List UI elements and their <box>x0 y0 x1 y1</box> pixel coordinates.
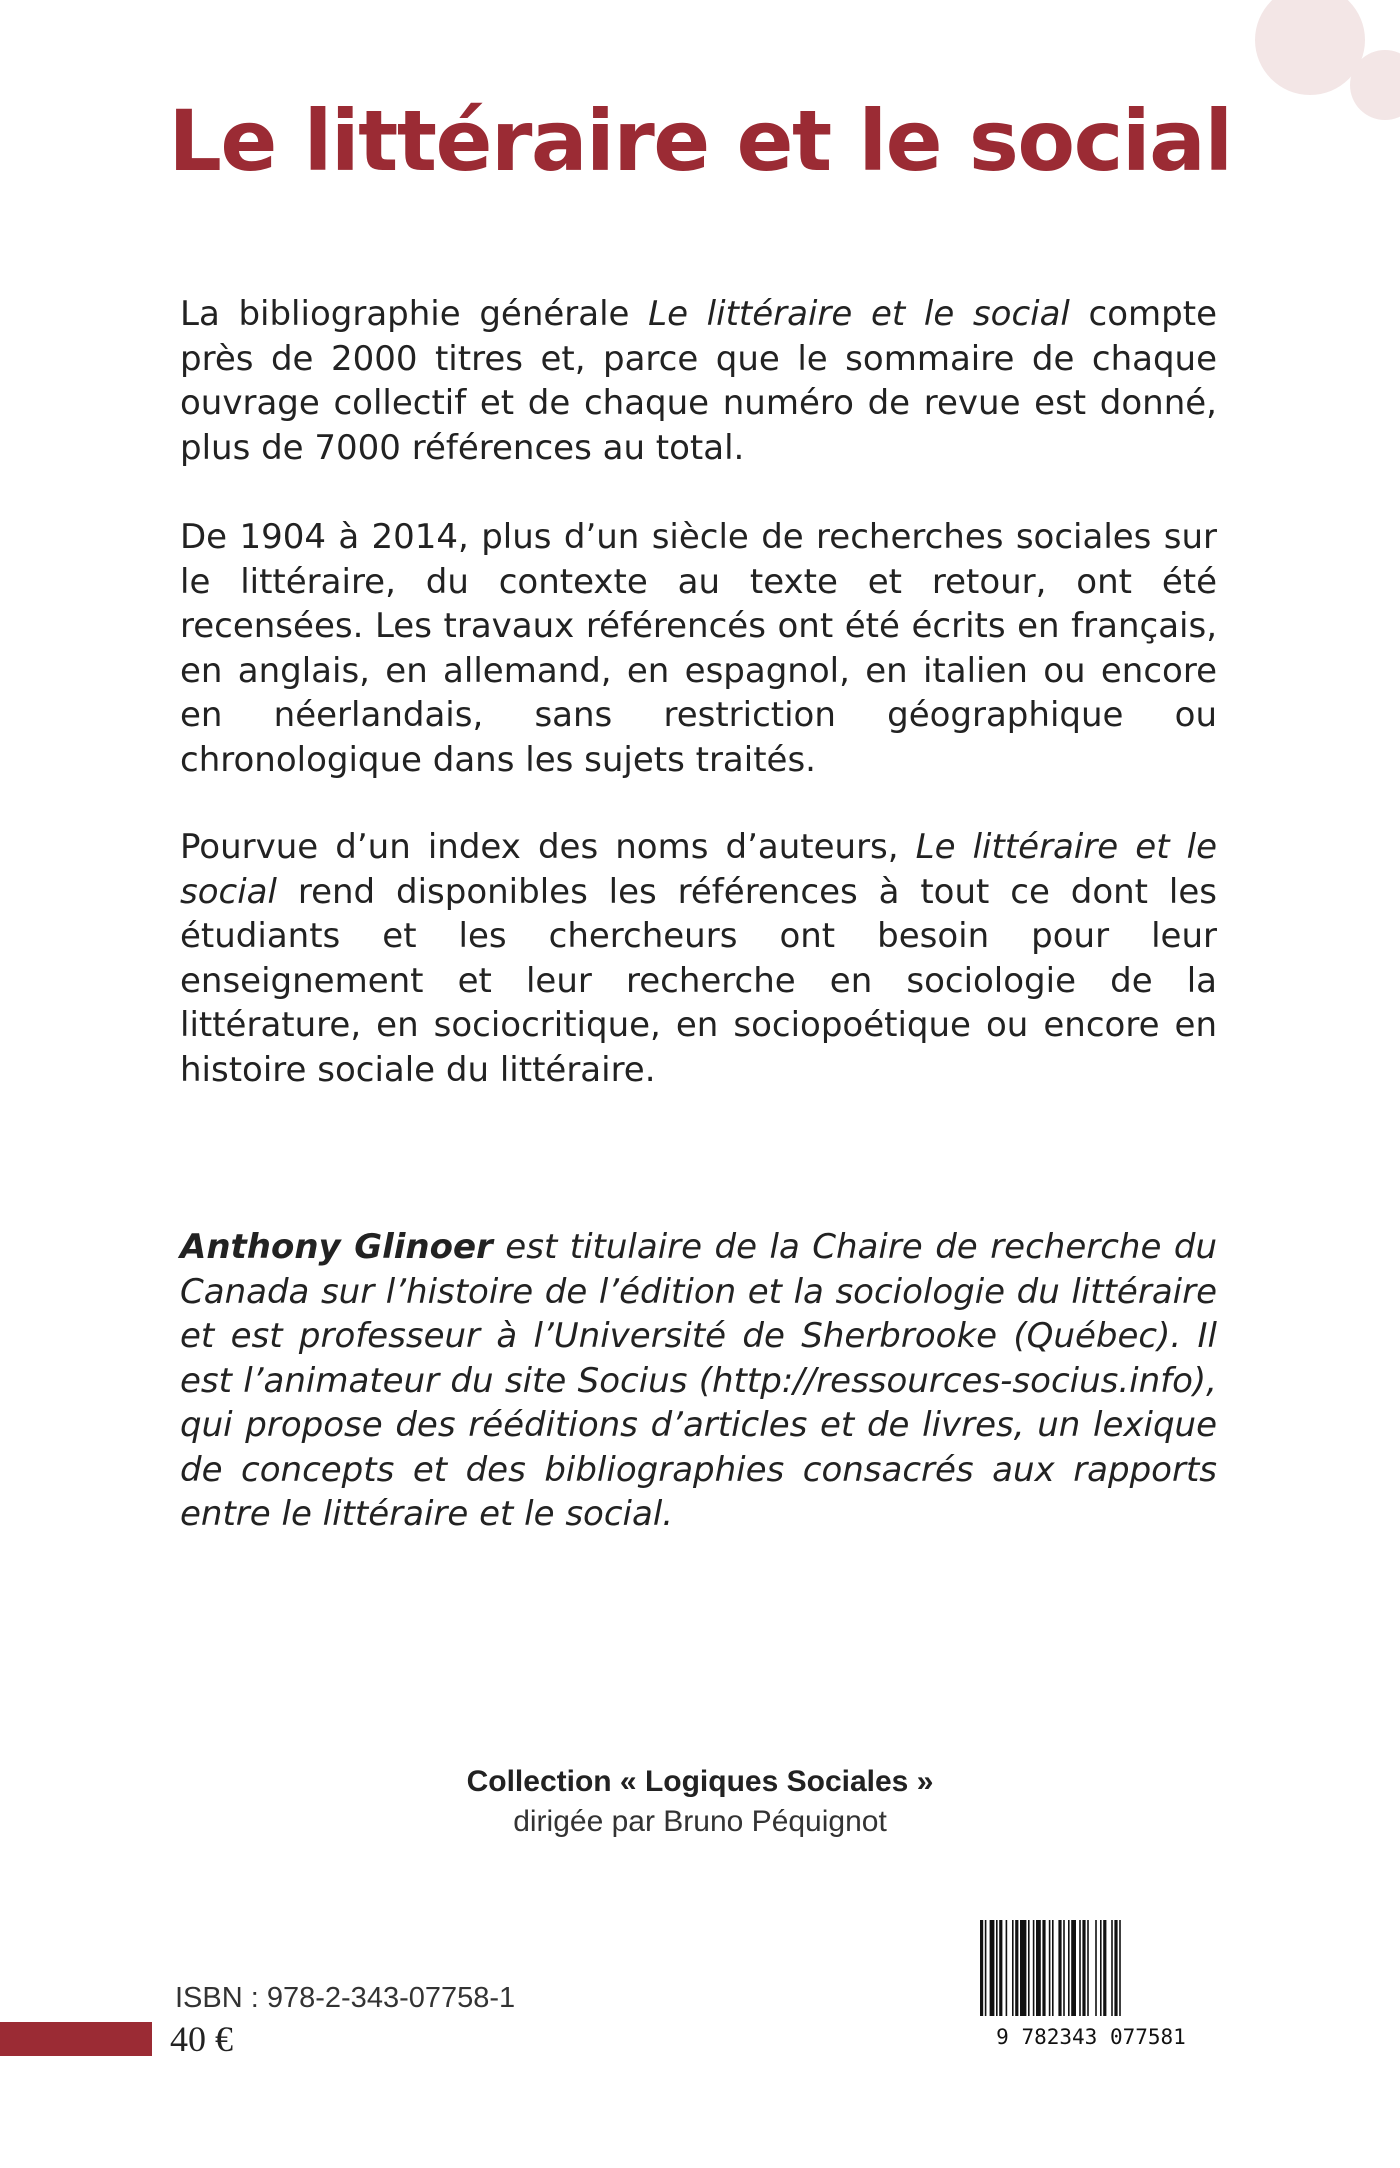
barcode-bar <box>1052 1920 1054 2016</box>
barcode-digits: 9 782343 077581 <box>996 2025 1186 2048</box>
price-accent-bar <box>0 2022 152 2056</box>
barcode-bar <box>1012 1920 1014 2016</box>
barcode-bar <box>1111 1920 1113 2016</box>
barcode-bar <box>1028 1920 1030 2016</box>
barcode-bar <box>980 1920 983 2016</box>
book-title-inline: Le littéraire et le social <box>648 294 1070 334</box>
barcode-bar <box>996 1920 998 2016</box>
author-bio: Anthony Glinoer est titulaire de la Chaire de recherche du Canada sur l’histoire de l’édition et la sociologie du littéraire et est professeur à l’Université de Sherbrooke (Québec). Il est l’animateur du site Socius (http://ressources-socius.info), qui propose des rééditions d’articles et de livres, un lexique de concepts et des bibliographies consacrés aux rapports entre le littéraire et le social. <box>180 1227 1217 1534</box>
barcode-bar <box>1042 1920 1045 2016</box>
barcode-bar <box>1095 1920 1097 2016</box>
barcode-bar <box>1006 1920 1008 2016</box>
barcode-bar <box>1082 1920 1085 2016</box>
collection-info <box>0 1762 1400 1842</box>
barcode-bar <box>1015 1920 1018 2016</box>
collection-director: dirigée par Bruno Péquignot <box>513 1805 887 1838</box>
author-name: Anthony Glinoer <box>180 1227 493 1267</box>
barcode-bar <box>1071 1920 1076 2016</box>
barcode-bar <box>1079 1920 1081 2016</box>
barcode-bar <box>1033 1920 1035 2016</box>
barcode <box>960 1918 1222 2048</box>
barcode-bar <box>1068 1920 1070 2016</box>
barcode-bar <box>1119 1920 1121 2016</box>
barcode-bar <box>1063 1920 1065 2016</box>
barcode-bar <box>1114 1920 1117 2016</box>
price-label: 40 € <box>170 2019 233 2059</box>
isbn-label: ISBN : 978-2-343-07758-1 <box>175 1982 516 2014</box>
barcode-bar <box>1100 1920 1102 2016</box>
book-title-inline: Le littéraire et le social <box>180 827 1217 912</box>
barcode-bar <box>1087 1920 1089 2016</box>
description-paragraph-2: De 1904 à 2014, plus d’un siècle de recherches sociales sur le littéraire, du contexte au texte et retour, ont été recensées. Les travaux référencés ont été écrits en français, en anglais, en allemand, en espagnol, en italien ou encore en néerlandais, sans restriction géographique ou chronologique dans les sujets traités. <box>180 517 1217 780</box>
description-paragraph-1: La bibliographie générale Le littéraire et le social compte près de 2000 titres et, parce que le sommaire de chaque ouvrage collectif et de chaque numéro de revue est donné, plus de 7000 références au total. <box>180 294 1217 468</box>
barcode-bar <box>999 1920 1002 2016</box>
barcode-bar <box>985 1920 987 2016</box>
barcode-bar <box>1058 1920 1061 2016</box>
collection-name: Collection « Logiques Sociales » <box>466 1765 934 1798</box>
book-title: Le littéraire et le social <box>168 92 1232 190</box>
barcode-bar <box>1020 1920 1026 2016</box>
barcode-bars <box>980 1920 1121 2016</box>
barcode-bar <box>1049 1920 1051 2016</box>
barcode-bar <box>1103 1920 1106 2016</box>
barcode-bar <box>1036 1920 1041 2016</box>
description-paragraph-3: Pourvue d’un index des noms d’auteurs, Le littéraire et le social rend disponibles les références à tout ce dont les étudiants et les chercheurs ont besoin pour leur enseignement et leur recherche en sociologie de la littérature, en sociocritique, en sociopoétique ou encore en histoire sociale du littéraire. <box>180 827 1217 1090</box>
barcode-bar <box>990 1920 995 2016</box>
